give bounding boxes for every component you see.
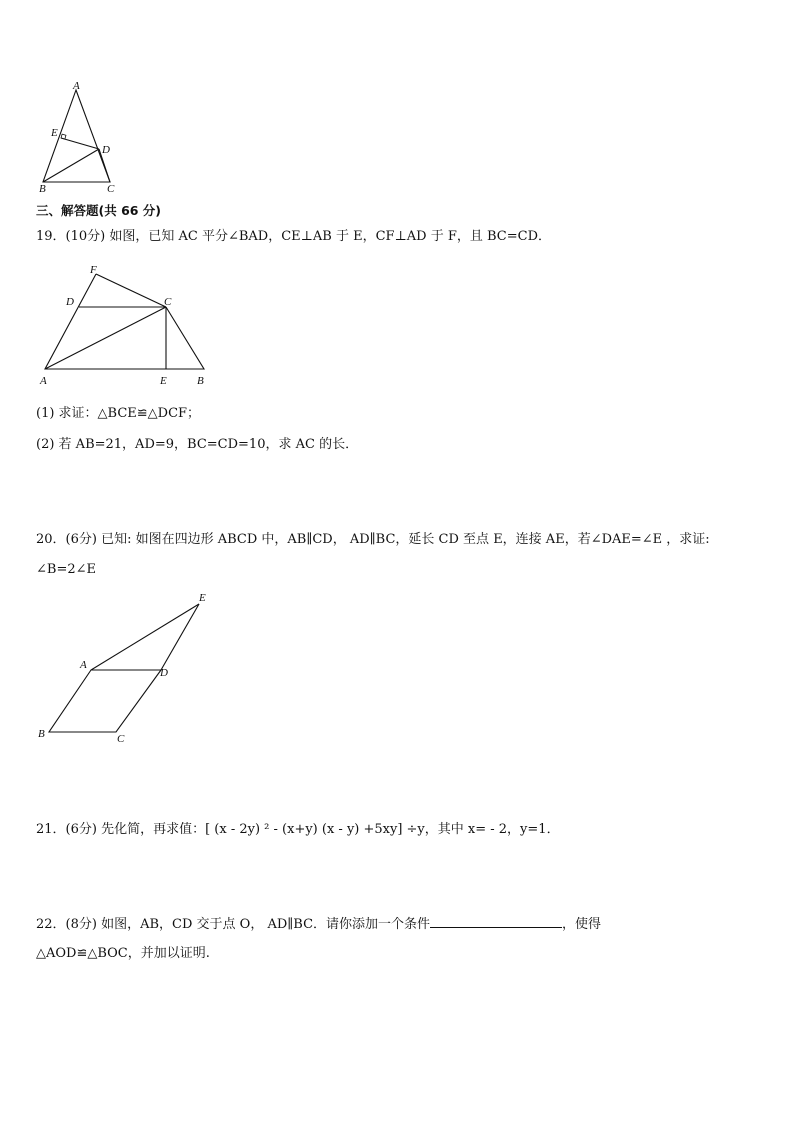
q19-part1: (1) 求证：△BCE≌△DCF； [36, 406, 201, 421]
q20-label-b: B [38, 728, 45, 740]
q19-label-b: B [197, 375, 204, 387]
q22-line1 [36, 915, 601, 933]
q20-stem-line2: ∠B=2∠E [36, 562, 96, 577]
q22-answer-blank[interactable] [430, 915, 562, 928]
q19-stem: 19．(10分) 如图，已知 AC 平分∠BAD，CE⊥AB 于 E，CF⊥AD 于 F，且 BC=CD． [36, 229, 551, 244]
q19-label-a: A [40, 375, 47, 387]
q21-stem: 21．(6分) 先化简，再求值：[ (x - 2y) ² - (x+y) (x - y) +5xy] ÷y，其中 x= - 2，y=1． [36, 822, 560, 837]
q19-part2: (2) 若 AB=21，AD=9，BC=CD=10，求 AC 的长． [36, 437, 359, 452]
section-title: 三、解答题(共 66 分) [36, 203, 162, 218]
q19-label-c: C [164, 296, 172, 308]
q19-segment-fc [96, 274, 166, 307]
q20-segment-de [161, 604, 199, 670]
q20-label-c: C [117, 733, 125, 745]
q20-label-e: E [199, 592, 206, 604]
right-angle-mark [61, 134, 66, 139]
q19-segment-ac [45, 307, 166, 369]
q20-figure [36, 588, 226, 753]
label-b: B [39, 183, 46, 195]
segment-ed [61, 138, 99, 149]
q19-label-e: E [160, 375, 167, 387]
q19-outline [45, 274, 204, 369]
q22-line2: △AOD≌△BOC，并加以证明. [36, 946, 210, 961]
label-e: E [51, 127, 58, 139]
label-a: A [73, 80, 80, 92]
segment-bd [43, 149, 99, 182]
q19-figure [36, 258, 216, 390]
q20-label-d: D [160, 667, 168, 679]
q20-parallelogram [49, 670, 161, 732]
figure-triangle-top [30, 80, 130, 200]
q20-label-a: A [80, 659, 87, 671]
label-c: C [107, 183, 115, 195]
q19-label-f: F [90, 264, 97, 276]
q19-label-d: D [66, 296, 74, 308]
q22-stem-after: ，使得 [562, 917, 602, 932]
q22-stem-before: 22．(8分) 如图，AB，CD 交于点 O， AD∥BC．请你添加一个条件 [36, 917, 431, 932]
q20-stem-line1: 20．(6分) 已知: 如图在四边形 ABCD 中，AB∥CD， AD∥BC，延长 CD 至点 E，连接 AE，若∠DAE=∠E ，求证: [36, 532, 710, 547]
label-d: D [102, 144, 110, 156]
q20-segment-ae [91, 604, 199, 670]
